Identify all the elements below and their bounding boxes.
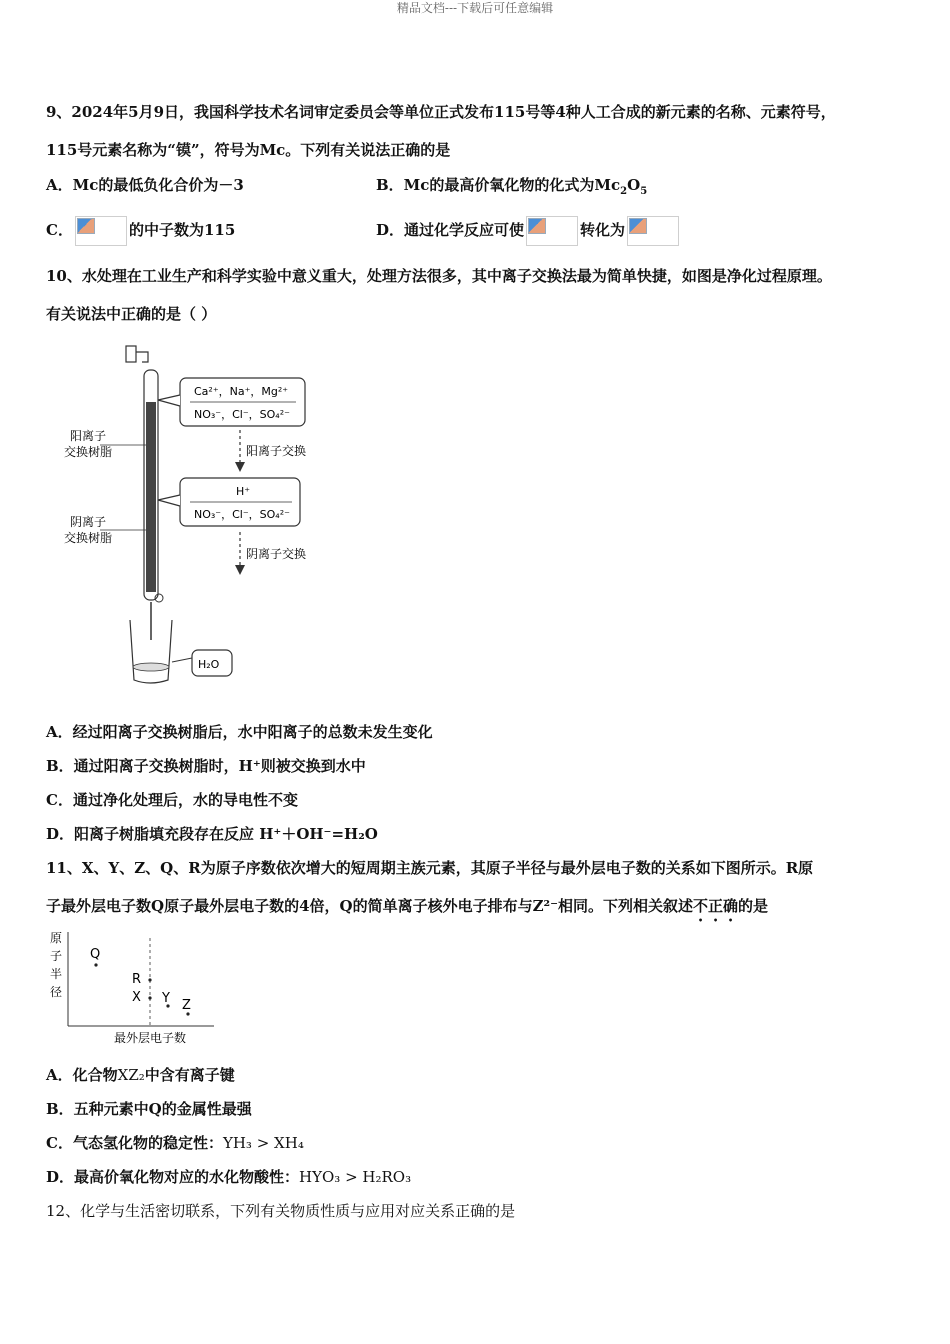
q10-option-c: C．通过净化处理后，水的导电性不变 <box>46 791 298 809</box>
q11-stem-line2: 子最外层电子数Q原子最外层电子数的4倍，Q的简单离子核外电子排布与Z²⁻相同。下列相关叙述不正确的是 <box>46 897 769 915</box>
point-y-label: Y <box>162 991 170 1006</box>
q10-option-d: D．阳离子树脂填充段存在反应 H⁺＋OH⁻=H₂O <box>46 825 378 843</box>
point-x-label: X <box>132 990 141 1005</box>
q10-option-b: B．通过阳离子交换树脂时，H⁺则被交换到水中 <box>46 757 366 775</box>
q9-option-a: A．Mc的最低负化合价为－3 <box>46 176 244 194</box>
q9-options-ab <box>46 175 648 197</box>
box1-anions: NO₃⁻，Cl⁻，SO₄²⁻ <box>194 408 290 421</box>
point-q <box>94 963 97 966</box>
box2-cation: H⁺ <box>236 485 251 498</box>
cation-resin-label-1: 阳离子 <box>70 429 107 443</box>
beaker-water-label: H₂O <box>198 658 220 671</box>
box1-cations: Ca²⁺，Na⁺，Mg²⁺ <box>194 385 289 398</box>
q9-stem-line1: 9、2024年5月9日，我国科学技术名词审定委员会等单位正式发布115号等4种人工合成的新元素的名称、元素符号， <box>46 103 836 121</box>
y-axis-char-2: 子 <box>50 949 63 963</box>
q11-option-c: C．气态氢化物的稳定性：YH₃ > XH₄ <box>46 1134 304 1152</box>
q10-stem-line2: 有关说法中正确的是（ ） <box>46 305 217 323</box>
q11-option-b: B．五种元素中Q的金属性最强 <box>46 1100 252 1118</box>
y-axis-char-4: 径 <box>50 985 63 999</box>
point-r-label: R <box>132 972 142 987</box>
point-r <box>148 978 151 981</box>
q12-stem-line1: 12、化学与生活密切联系，下列有关物质性质与应用对应关系正确的是 <box>46 1202 516 1220</box>
broken-image-icon <box>526 216 578 246</box>
q10-option-a: A．经过阳离子交换树脂后，水中阳离子的总数未发生变化 <box>46 723 433 741</box>
y-axis-char-1: 原 <box>50 931 63 945</box>
q9-options-cd <box>46 216 626 246</box>
point-q-label: Q <box>90 947 101 962</box>
box2-anions: NO₃⁻，Cl⁻，SO₄²⁻ <box>194 508 290 521</box>
cation-exchange-step: 阳离子交换 <box>246 444 307 458</box>
point-x <box>148 996 151 999</box>
q9-option-d: D．通过化学反应可使 转化为 <box>376 216 681 246</box>
q11-stem-line1: 11、X、Y、Z、Q、R为原子序数依次增大的短周期主族元素，其原子半径与最外层电子数的关系如下图所示。R原 <box>46 859 814 877</box>
anion-resin-label-2: 交换树脂 <box>64 531 113 545</box>
broken-image-icon <box>627 216 679 246</box>
radius-vs-electrons-chart <box>46 928 226 1046</box>
anion-exchange-step: 阴离子交换 <box>246 547 307 561</box>
x-axis-label: 最外层电子数 <box>114 1031 187 1045</box>
q9-stem-line2: 115号元素名称为“镆”，符号为Mc。下列有关说法正确的是 <box>46 141 451 159</box>
q11-option-a: A．化合物XZ₂中含有离子键 <box>46 1066 235 1084</box>
y-axis-char-3: 半 <box>50 967 63 981</box>
q9-option-b: B．Mc的最高价氧化物的化式为$Mc_2O_5$ <box>376 176 648 197</box>
page-header: 精品文档---下载后可任意编辑 <box>396 1 554 15</box>
ion-exchange-figure <box>60 340 320 690</box>
point-z-label: Z <box>182 998 191 1013</box>
broken-image-icon <box>75 216 127 246</box>
cation-resin-label-2: 交换树脂 <box>64 445 113 459</box>
q11-option-d: D．最高价氧化物对应的水化物酸性：HYO₃ > H₂RO₃ <box>46 1168 412 1186</box>
anion-resin-label-1: 阴离子 <box>70 515 107 529</box>
q10-stem-line1: 10、水处理在工业生产和科学实验中意义重大，处理方法很多，其中离子交换法最为简单快捷，如图是净化过程原理。 <box>46 267 832 285</box>
q9-option-c: C． 的中子数为115 <box>46 221 235 239</box>
